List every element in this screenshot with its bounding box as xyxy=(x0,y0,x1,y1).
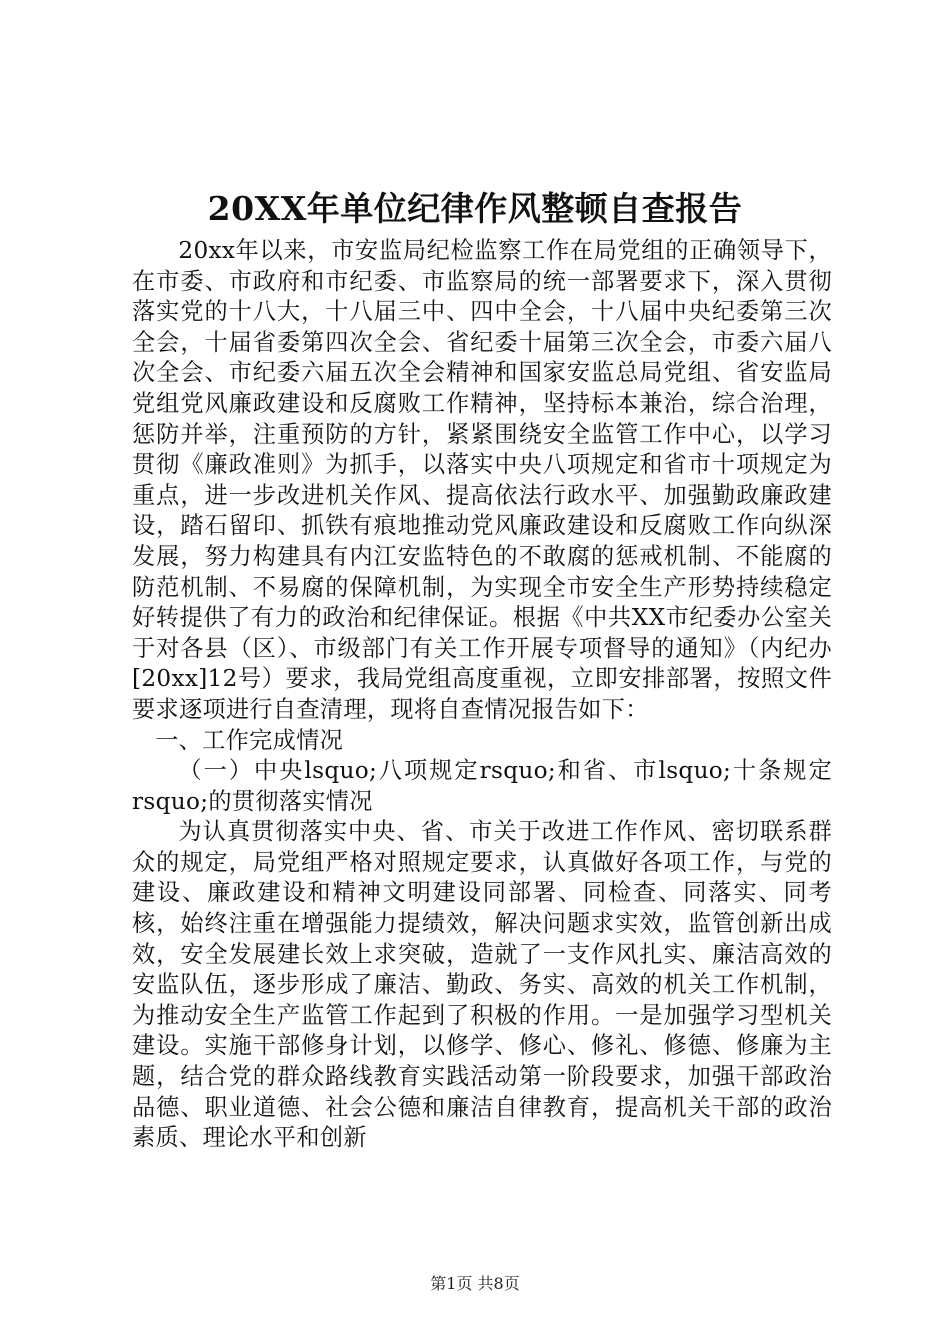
document-body xyxy=(132,236,832,1154)
document-title: 20XX年单位纪律作风整顿自查报告 xyxy=(207,189,743,228)
intro-paragraph: 20xx年以来，市安监局纪检监察工作在局党组的正确领导下，在市委、市政府和市纪委、市监察局的统一部署要求下，深入贯彻落实党的十八大，十八届三中、四中全会，十八届中央纪委第三次全会，十届省委第四次全会、省纪委十届第三次全会，市委六届八次全会、市纪委六届五次全会精神和国家安监总局党组、省安监局党组党风廉政建设和反腐败工作精神，坚持标本兼治，综合治理，惩防并举，注重预防的方针，紧紧围绕安全监管工作中心，以学习贯彻《廉政准则》为抓手，以落实中央八项规定和省市十项规定为重点，进一步改进机关作风、提高依法行政水平、加强勤政廉政建设，踏石留印、抓铁有痕地推动党风廉政建设和反腐败工作向纵深发展，努力构建具有内江安监特色的不敢腐的惩戒机制、不能腐的防范机制、不易腐的保障机制，为实现全市安全生产形势持续稳定好转提供了有力的政治和纪律保证。根据《中共XX市纪委办公室关于对各县（区）、市级部门有关工作开展专项督导的通知》（内纪办[20xx]12号）要求，我局党组高度重视，立即安排部署，按照文件要求逐项进行自查清理，现将自查情况报告如下： xyxy=(132,237,832,723)
subsection-heading: （一）中央lsquo;八项规定rsquo;和省、市lsquo;十条规定rsquo;的贯彻落实情况 xyxy=(132,757,832,815)
body-paragraph: 为认真贯彻落实中央、省、市关于改进工作作风、密切联系群众的规定，局党组严格对照规定要求，认真做好各项工作，与党的建设、廉政建设和精神文明建设同部署、同检查、同落实、同考核，始终注重在增强能力提绩效，解决问题求实效，监管创新出成效，安全发展建长效上求突破，造就了一支作风扎实、廉洁高效的安监队伍，逐步形成了廉洁、勤政、务实、高效的机关工作机制，为推动安全生产监管工作起到了积极的作用。一是加强学习型机关建设。实施干部修身计划，以修学、修心、修礼、修德、修廉为主题，结合党的群众路线教育实践活动第一阶段要求，加强干部政治品德、职业道德、社会公德和廉洁自律教育，提高机关干部的政治素质、理论水平和创新 xyxy=(132,818,832,1152)
section-heading: 一、工作完成情况 xyxy=(155,726,344,754)
page-footer: 第1页 共8页 xyxy=(430,1274,520,1293)
